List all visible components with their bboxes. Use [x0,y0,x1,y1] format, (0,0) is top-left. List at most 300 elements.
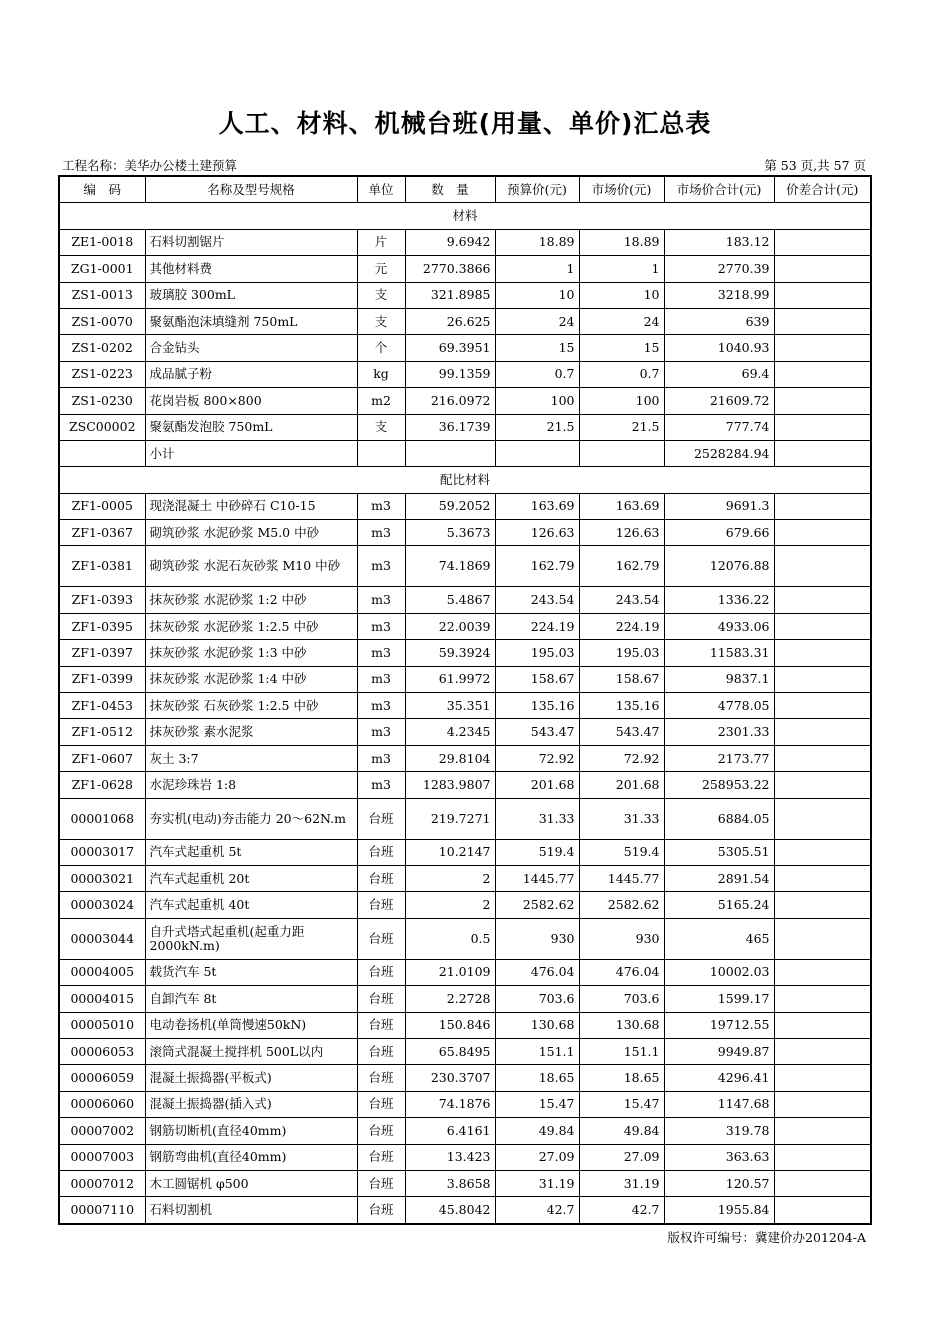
cell-diff-total [774,1038,871,1064]
cell-unit: m2 [357,388,405,414]
cell-market-total: 1040.93 [664,335,774,361]
cell-quantity: 0.5 [405,918,495,959]
cell-market-price: 163.69 [579,493,664,519]
header-market-price: 市场价(元) [579,176,664,203]
cell-code: ZSC00002 [59,414,145,440]
cell-budget-price: 135.16 [495,693,579,719]
section-row [59,467,871,493]
cell-diff-total [774,256,871,282]
cell-name: 小计 [145,440,357,466]
cell-quantity [405,440,495,466]
table-row [59,256,871,282]
cell-unit: 台班 [357,798,405,839]
cell-market-price: 201.68 [579,772,664,798]
cell-code: ZS1-0202 [59,335,145,361]
cell-budget-price: 476.04 [495,959,579,985]
cell-market-price: 2582.62 [579,892,664,918]
table-row [59,1065,871,1091]
cell-market-price: 21.5 [579,414,664,440]
header-unit: 单位 [357,176,405,203]
cell-market-total: 777.74 [664,414,774,440]
cell-name: 抹灰砂浆 水泥砂浆 1:2.5 中砂 [145,613,357,639]
cell-name: 夯实机(电动)夯击能力 20～62N.m [145,798,357,839]
cell-market-price: 243.54 [579,587,664,613]
cell-market-total: 2891.54 [664,865,774,891]
cell-quantity: 74.1876 [405,1091,495,1117]
cell-name: 抹灰砂浆 水泥砂浆 1:2 中砂 [145,587,357,613]
cell-unit: 台班 [357,1091,405,1117]
cell-budget-price: 10 [495,282,579,308]
table-row [59,229,871,255]
cell-unit: 元 [357,256,405,282]
cell-diff-total [774,1012,871,1038]
cell-quantity: 9.6942 [405,229,495,255]
table-row [59,918,871,959]
cell-budget-price: 2582.62 [495,892,579,918]
cell-market-total: 9837.1 [664,666,774,692]
table-row [59,414,871,440]
cell-name: 聚氨酯发泡胶 750mL [145,414,357,440]
table-row [59,640,871,666]
cell-market-price: 158.67 [579,666,664,692]
cell-name: 花岗岩板 800×800 [145,388,357,414]
cell-market-total: 1147.68 [664,1091,774,1117]
cell-budget-price: 201.68 [495,772,579,798]
table-row [59,693,871,719]
cell-unit: 片 [357,229,405,255]
cell-market-total: 1336.22 [664,587,774,613]
cell-market-price: 0.7 [579,361,664,387]
cell-name: 自卸汽车 8t [145,986,357,1012]
cell-unit: 台班 [357,1144,405,1170]
cell-market-price: 519.4 [579,839,664,865]
cell-diff-total [774,1065,871,1091]
cell-code: ZG1-0001 [59,256,145,282]
cell-quantity: 4.2345 [405,719,495,745]
cell-market-total: 679.66 [664,520,774,546]
cell-market-price: 72.92 [579,745,664,771]
cell-name: 混凝土振捣器(插入式) [145,1091,357,1117]
cell-quantity: 59.3924 [405,640,495,666]
table-row [59,388,871,414]
cell-budget-price: 18.65 [495,1065,579,1091]
cell-code: 00007012 [59,1170,145,1196]
cell-diff-total [774,613,871,639]
cell-unit: 个 [357,335,405,361]
cell-unit: 台班 [357,865,405,891]
cell-code: ZF1-0399 [59,666,145,692]
cell-code: ZF1-0397 [59,640,145,666]
cell-quantity: 29.8104 [405,745,495,771]
cell-budget-price: 31.33 [495,798,579,839]
cell-quantity: 5.4867 [405,587,495,613]
cell-diff-total [774,546,871,587]
cell-quantity: 35.351 [405,693,495,719]
cell-budget-price: 18.89 [495,229,579,255]
cell-quantity: 5.3673 [405,520,495,546]
cell-unit: 台班 [357,959,405,985]
cell-name: 混凝土振捣器(平板式) [145,1065,357,1091]
cell-market-price: 24 [579,308,664,334]
cell-name: 钢筋弯曲机(直径40mm) [145,1144,357,1170]
cell-diff-total [774,440,871,466]
cell-code: ZF1-0512 [59,719,145,745]
cell-unit: 支 [357,282,405,308]
cell-quantity: 69.3951 [405,335,495,361]
cell-quantity: 1283.9807 [405,772,495,798]
cell-market-price: 162.79 [579,546,664,587]
cell-quantity: 13.423 [405,1144,495,1170]
cell-name: 汽车式起重机 40t [145,892,357,918]
cell-market-price: 15 [579,335,664,361]
cell-budget-price: 42.7 [495,1197,579,1224]
cell-name: 灰土 3:7 [145,745,357,771]
cell-budget-price: 100 [495,388,579,414]
table-row [59,587,871,613]
cell-unit: 台班 [357,892,405,918]
table-row [59,986,871,1012]
cell-quantity: 230.3707 [405,1065,495,1091]
cell-diff-total [774,388,871,414]
cell-quantity: 10.2147 [405,839,495,865]
cell-budget-price [495,440,579,466]
cell-code: ZS1-0223 [59,361,145,387]
cell-budget-price: 24 [495,308,579,334]
license-number: 版权许可编号：冀建价办201204-A [667,1230,866,1245]
cell-market-price: 224.19 [579,613,664,639]
cell-name: 汽车式起重机 5t [145,839,357,865]
cell-name: 现浇混凝土 中砂碎石 C10-15 [145,493,357,519]
cell-diff-total [774,666,871,692]
cell-market-price: 1445.77 [579,865,664,891]
cell-market-price: 151.1 [579,1038,664,1064]
cell-name: 汽车式起重机 20t [145,865,357,891]
cell-quantity: 2 [405,892,495,918]
cell-diff-total [774,335,871,361]
cell-budget-price: 130.68 [495,1012,579,1038]
cell-budget-price: 519.4 [495,839,579,865]
cell-unit: 台班 [357,1038,405,1064]
cell-name: 滚筒式混凝土搅拌机 500L以内 [145,1038,357,1064]
cell-name: 抹灰砂浆 水泥砂浆 1:3 中砂 [145,640,357,666]
cell-market-total: 11583.31 [664,640,774,666]
cell-code: 00004005 [59,959,145,985]
table-row [59,335,871,361]
cell-unit: 台班 [357,839,405,865]
cell-code: ZE1-0018 [59,229,145,255]
cell-diff-total [774,798,871,839]
cell-market-price: 31.33 [579,798,664,839]
cell-diff-total [774,308,871,334]
cell-unit: 台班 [357,1012,405,1038]
cell-code: 00006053 [59,1038,145,1064]
cell-code: 00005010 [59,1012,145,1038]
table-row [59,839,871,865]
cell-budget-price: 158.67 [495,666,579,692]
cell-budget-price: 15 [495,335,579,361]
cell-quantity: 99.1359 [405,361,495,387]
cell-market-price: 15.47 [579,1091,664,1117]
cell-budget-price: 195.03 [495,640,579,666]
cell-code: ZS1-0230 [59,388,145,414]
cell-unit: 台班 [357,918,405,959]
table-row [59,1118,871,1144]
cell-market-total: 1955.84 [664,1197,774,1224]
cell-budget-price: 163.69 [495,493,579,519]
cell-name: 水泥珍珠岩 1:8 [145,772,357,798]
cell-unit: 台班 [357,1118,405,1144]
cell-budget-price: 15.47 [495,1091,579,1117]
page-number: 第 53 页,共 57 页 [764,158,866,173]
cell-quantity: 150.846 [405,1012,495,1038]
table-row [59,308,871,334]
cell-market-total: 4933.06 [664,613,774,639]
table-row [59,520,871,546]
cell-code: ZF1-0005 [59,493,145,519]
cell-name: 载货汽车 5t [145,959,357,985]
cell-name: 钢筋切断机(直径40mm) [145,1118,357,1144]
table-header-row [59,176,871,203]
cell-unit: 台班 [357,1197,405,1224]
cell-budget-price: 543.47 [495,719,579,745]
cell-unit: m3 [357,719,405,745]
cell-budget-price: 31.19 [495,1170,579,1196]
cell-market-price: 42.7 [579,1197,664,1224]
cell-market-total: 9949.87 [664,1038,774,1064]
cell-market-price: 543.47 [579,719,664,745]
cell-name: 合金钻头 [145,335,357,361]
cell-code: ZF1-0395 [59,613,145,639]
cell-unit: m3 [357,493,405,519]
table-row [59,361,871,387]
header-code: 编 码 [59,176,145,203]
cell-diff-total [774,745,871,771]
cell-diff-total [774,918,871,959]
cell-unit: kg [357,361,405,387]
cell-budget-price: 27.09 [495,1144,579,1170]
cell-budget-price: 224.19 [495,613,579,639]
cell-diff-total [774,986,871,1012]
cell-diff-total [774,1144,871,1170]
table-row [59,546,871,587]
cell-name: 砌筑砂浆 水泥砂浆 M5.0 中砂 [145,520,357,546]
cell-market-price: 49.84 [579,1118,664,1144]
cell-market-price: 476.04 [579,959,664,985]
cell-budget-price: 49.84 [495,1118,579,1144]
cell-budget-price: 126.63 [495,520,579,546]
cell-code: 00003017 [59,839,145,865]
cell-budget-price: 1445.77 [495,865,579,891]
table-row [59,1170,871,1196]
cell-name: 砌筑砂浆 水泥石灰砂浆 M10 中砂 [145,546,357,587]
table-row [59,1144,871,1170]
cell-code: 00004015 [59,986,145,1012]
section-label: 材料 [59,203,871,229]
page-title: 人工、材料、机械台班(用量、单价)汇总表 [218,109,712,138]
cell-quantity: 2770.3866 [405,256,495,282]
header-name: 名称及型号规格 [145,176,357,203]
cell-quantity: 45.8042 [405,1197,495,1224]
cell-market-total: 9691.3 [664,493,774,519]
table-row [59,959,871,985]
cell-diff-total [774,719,871,745]
cell-diff-total [774,865,871,891]
table-row [59,892,871,918]
cell-code: 00003044 [59,918,145,959]
cell-market-total: 4778.05 [664,693,774,719]
header-market-total: 市场价合计(元) [664,176,774,203]
cell-unit: m3 [357,666,405,692]
cell-market-price: 27.09 [579,1144,664,1170]
cell-name: 玻璃胶 300mL [145,282,357,308]
cell-quantity: 3.8658 [405,1170,495,1196]
cell-code: 00003021 [59,865,145,891]
cell-name: 石料切割锯片 [145,229,357,255]
cell-unit [357,440,405,466]
cell-code: ZF1-0628 [59,772,145,798]
cell-market-total: 5165.24 [664,892,774,918]
cell-market-total: 183.12 [664,229,774,255]
cell-unit: m3 [357,745,405,771]
cell-quantity: 2.2728 [405,986,495,1012]
cell-unit: m3 [357,520,405,546]
table-row [59,440,871,466]
cell-diff-total [774,520,871,546]
cell-market-total: 6884.05 [664,798,774,839]
table-row [59,798,871,839]
cell-market-price [579,440,664,466]
cell-market-price: 18.89 [579,229,664,255]
cell-diff-total [774,282,871,308]
cell-code: ZS1-0013 [59,282,145,308]
cell-code: ZF1-0453 [59,693,145,719]
cell-quantity: 216.0972 [405,388,495,414]
cell-code: 00001068 [59,798,145,839]
cell-market-total: 21609.72 [664,388,774,414]
cell-diff-total [774,772,871,798]
cell-name: 木工圆锯机 φ500 [145,1170,357,1196]
cell-diff-total [774,414,871,440]
cell-quantity: 36.1739 [405,414,495,440]
cell-name: 抹灰砂浆 素水泥浆 [145,719,357,745]
cell-code: ZF1-0367 [59,520,145,546]
table-row [59,1038,871,1064]
header-budget-price: 预算价(元) [495,176,579,203]
cell-market-total: 2770.39 [664,256,774,282]
cell-code: 00006059 [59,1065,145,1091]
cell-market-total: 639 [664,308,774,334]
cell-name: 石料切割机 [145,1197,357,1224]
cell-market-total: 69.4 [664,361,774,387]
cell-quantity: 65.8495 [405,1038,495,1064]
cell-diff-total [774,640,871,666]
cell-unit: m3 [357,587,405,613]
cell-quantity: 2 [405,865,495,891]
section-label: 配比材料 [59,467,871,493]
cell-market-total: 2528284.94 [664,440,774,466]
cell-diff-total [774,229,871,255]
cell-unit: m3 [357,613,405,639]
cell-market-total: 363.63 [664,1144,774,1170]
cell-diff-total [774,1170,871,1196]
cell-market-price: 1 [579,256,664,282]
cell-code: 00007110 [59,1197,145,1224]
cell-diff-total [774,361,871,387]
cell-quantity: 321.8985 [405,282,495,308]
cell-budget-price: 72.92 [495,745,579,771]
header-diff-total: 价差合计(元) [774,176,871,203]
cell-name: 成品腻子粉 [145,361,357,387]
table-row [59,1197,871,1224]
cell-market-price: 10 [579,282,664,308]
cell-market-total: 3218.99 [664,282,774,308]
cell-market-price: 31.19 [579,1170,664,1196]
table-row [59,865,871,891]
cell-budget-price: 151.1 [495,1038,579,1064]
table-row [59,772,871,798]
cell-quantity: 21.0109 [405,959,495,985]
cell-market-total: 120.57 [664,1170,774,1196]
cell-quantity: 219.7271 [405,798,495,839]
cell-market-total: 12076.88 [664,546,774,587]
cell-diff-total [774,959,871,985]
cell-budget-price: 930 [495,918,579,959]
summary-table [58,175,872,1225]
cell-quantity: 6.4161 [405,1118,495,1144]
cell-quantity: 74.1869 [405,546,495,587]
cell-market-total: 2173.77 [664,745,774,771]
cell-name: 其他材料费 [145,256,357,282]
table-row [59,666,871,692]
cell-diff-total [774,1197,871,1224]
table-row [59,745,871,771]
cell-unit: 支 [357,308,405,334]
cell-code: 00006060 [59,1091,145,1117]
cell-code: ZF1-0393 [59,587,145,613]
cell-code: 00003024 [59,892,145,918]
cell-budget-price: 703.6 [495,986,579,1012]
cell-quantity: 61.9972 [405,666,495,692]
cell-budget-price: 0.7 [495,361,579,387]
cell-diff-total [774,1118,871,1144]
table-row [59,282,871,308]
table-row [59,613,871,639]
cell-quantity: 22.0039 [405,613,495,639]
cell-market-price: 18.65 [579,1065,664,1091]
cell-diff-total [774,839,871,865]
cell-market-total: 465 [664,918,774,959]
section-row [59,203,871,229]
cell-quantity: 26.625 [405,308,495,334]
table-row [59,1091,871,1117]
cell-market-total: 319.78 [664,1118,774,1144]
cell-name: 电动卷扬机(单筒慢速50kN) [145,1012,357,1038]
cell-market-price: 703.6 [579,986,664,1012]
cell-name: 抹灰砂浆 石灰砂浆 1:2.5 中砂 [145,693,357,719]
cell-diff-total [774,693,871,719]
cell-market-price: 100 [579,388,664,414]
cell-code [59,440,145,466]
cell-code: ZS1-0070 [59,308,145,334]
cell-market-total: 19712.55 [664,1012,774,1038]
table-row [59,493,871,519]
cell-unit: m3 [357,546,405,587]
cell-market-price: 195.03 [579,640,664,666]
cell-name: 聚氨酯泡沫填缝剂 750mL [145,308,357,334]
cell-quantity: 59.2052 [405,493,495,519]
cell-unit: 支 [357,414,405,440]
cell-diff-total [774,1091,871,1117]
